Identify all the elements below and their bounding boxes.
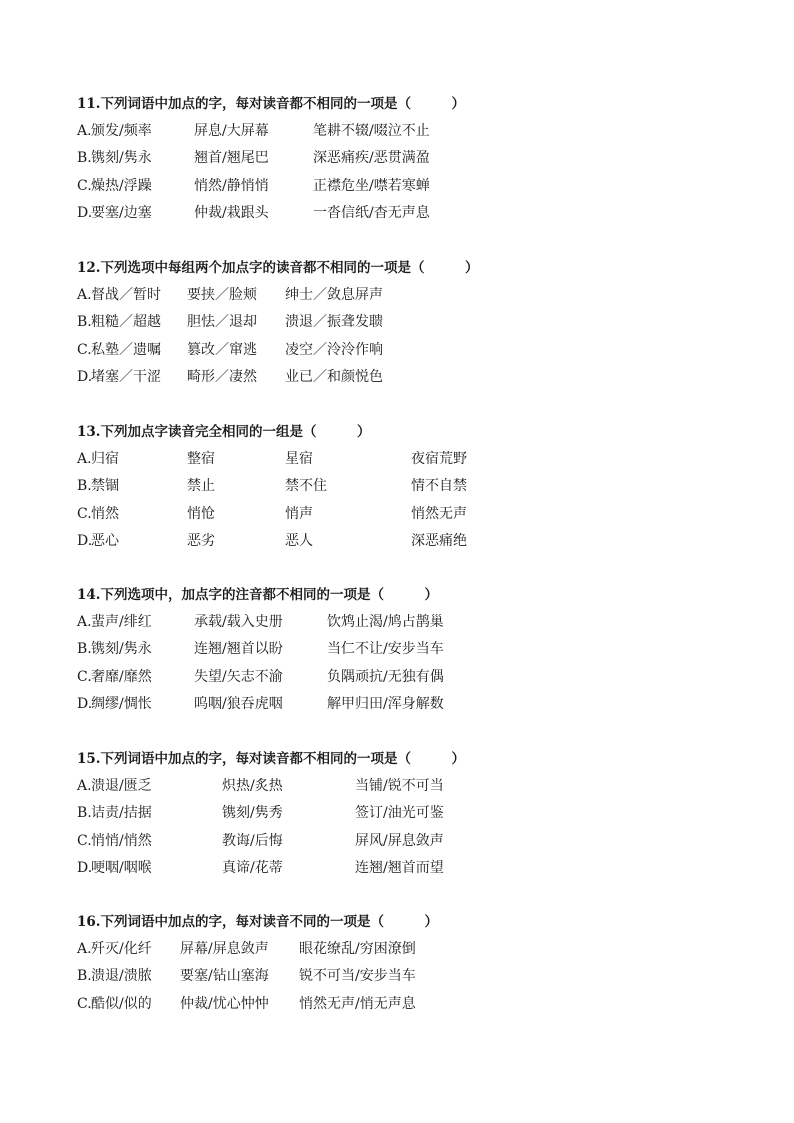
option-b: B. 粗糙／超越 胆怯／退却 溃退／振聋发聩 [77, 314, 383, 331]
option-c: C. 悄然 悄怆 悄声 悄然无声 [77, 505, 467, 522]
option-d: D. 要塞/边塞 仲裁/栽跟头 一沓信纸/杳无声息 [77, 204, 430, 221]
option-b: B. 镌刻/隽永 翘首/翘尾巴 深恶痛疾/恶贯满盈 [77, 150, 430, 167]
option-a: A. 颁发/频率 屏息/大屏幕 笔耕不辍/啜泣不止 [77, 123, 430, 139]
option-d: D. 恶心 恶劣 恶人 深恶痛绝 [77, 532, 467, 549]
option-b: B. 诘责/拮据 镌刻/隽秀 签订/油光可鉴 [77, 805, 444, 822]
question-15 [77, 749, 465, 882]
option-c: C. 奢靡/靡然 失望/矢志不渝 负隅顽抗/无独有偶 [77, 668, 444, 685]
option-c: C. 私塾／遗嘱 篡改／窜逃 凌空／泠泠作响 [77, 341, 383, 358]
option-c: C. 酷似/似的 仲裁/忧心忡忡 悄然无声/悄无声息 [77, 995, 416, 1012]
question-14 [77, 585, 444, 718]
question-12 [77, 258, 479, 391]
question-16 [77, 912, 438, 1018]
option-b: B. 溃退/溃脓 要塞/钻山塞海 锐不可当/安步当车 [77, 968, 416, 985]
option-a: A. 督战／暂时 要挟／脸颊 绅士／敛息屏声 [77, 287, 383, 303]
question-title: 14.下列选项中，加点字的注音都不相同的一项是（ ） [77, 587, 438, 603]
option-a: A. 归宿 整宿 星宿 夜宿荒野 [77, 451, 467, 467]
option-c: C. 燥热/浮躁 悄然/静悄悄 正襟危坐/噤若寒蝉 [77, 177, 430, 194]
question-title: 16.下列词语中加点的字，每对读音不同的一项是（ ） [77, 914, 438, 930]
option-c: C. 悄悄/悄然 教诲/后悔 屏风/屏息敛声 [77, 832, 444, 849]
option-a: A. 蜚声/绯红 承载/载入史册 饮鸩止渴/鸠占鹊巢 [77, 614, 444, 630]
option-d: D. 堵塞／干涩 畸形／凄然 业已／和颜悦色 [77, 368, 383, 385]
option-a: A. 溃退/匮乏 炽热/炙热 当铺/锐不可当 [77, 778, 444, 794]
option-b: B. 禁锢 禁止 禁不住 情不自禁 [77, 478, 467, 495]
question-13 [77, 422, 467, 555]
option-b: B. 镌刻/隽永 连翘/翘首以盼 当仁不让/安步当车 [77, 641, 444, 658]
option-d: D. 绸缪/惆怅 呜咽/狼吞虎咽 解甲归田/浑身解数 [77, 695, 444, 712]
question-11 [77, 94, 465, 227]
question-title: 15.下列词语中加点的字，每对读音都不相同的一项是（ ） [77, 751, 465, 767]
option-a: A. 歼灭/化纤 屏幕/屏息敛声 眼花缭乱/穷困潦倒 [77, 941, 416, 957]
question-title: 13.下列加点字读音完全相同的一组是（ ） [77, 424, 371, 440]
question-title: 11.下列词语中加点的字，每对读音都不相同的一项是（ ） [77, 96, 465, 112]
question-title: 12.下列选项中每组两个加点字的读音都不相同的一项是（ ） [77, 260, 479, 276]
option-d: D. 哽咽/咽喉 真谛/花蒂 连翘/翘首而望 [77, 859, 444, 876]
